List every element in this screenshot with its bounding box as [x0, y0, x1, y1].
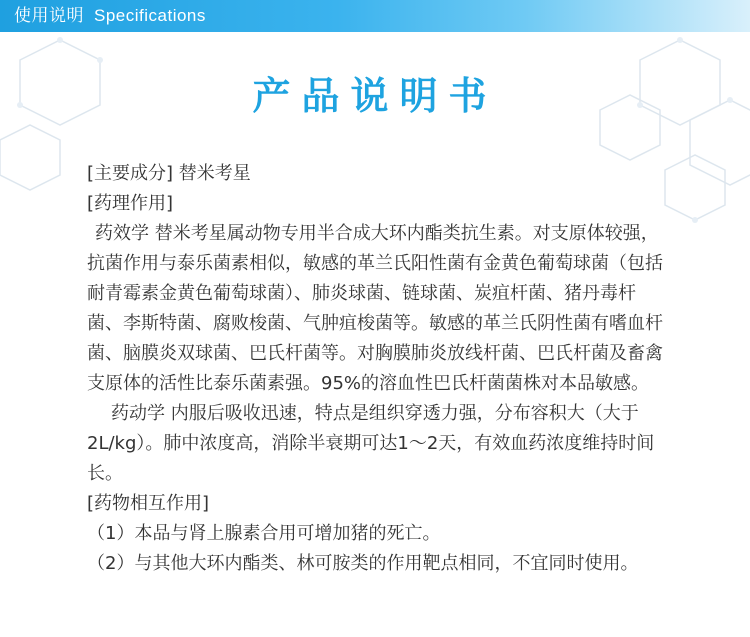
header-title-cn: 使用说明	[14, 6, 84, 25]
interaction-item-1: （1）本品与肾上腺素合用可增加猪的死亡。	[87, 523, 441, 544]
document-body	[87, 159, 667, 579]
ingredient-value: 替米考星	[178, 163, 251, 184]
ingredient-line	[87, 159, 667, 189]
pharmacokinetics-paragraph: 药动学 内服后吸收迅速，特点是组织穿透力强，分布容积大（大于2L/kg）。肺中浓度高，消除半衰期可达1～2天，有效血药浓度维持时间长。	[87, 403, 655, 484]
page-title: 产品说明书	[252, 74, 498, 118]
pharmacodynamics-paragraph: 药效学 替米考星属动物专用半合成大环内酯类抗生素。对支原体较强，抗菌作用与泰乐菌素相似，敏感的革兰氏阳性菌有金黄色葡萄球菌（包括耐青霉素金黄色葡萄球菌）、肺炎球菌、链球菌、炭疽杆菌、猪丹毒杆菌、李斯特菌、腐败梭菌、气肿疽梭菌等。敏感的革兰氏阴性菌有嗜血杆菌、脑膜炎双球菌、巴氏杆菌等。对胸膜肺炎放线杆菌、巴氏杆菌及畜禽支原体的活性比泰乐菌素强。95%的溶血性巴氏杆菌菌株对本品敏感。	[87, 223, 663, 394]
pharmacology-heading: [药理作用]	[87, 193, 174, 214]
ingredient-label: [主要成分]	[87, 163, 174, 184]
interaction-item-2: （2）与其他大环内酯类、林可胺类的作用靶点相同，不宜同时使用。	[87, 553, 639, 574]
interaction-heading: [药物相互作用]	[87, 493, 210, 514]
header-title-en: Specifications	[94, 6, 206, 25]
